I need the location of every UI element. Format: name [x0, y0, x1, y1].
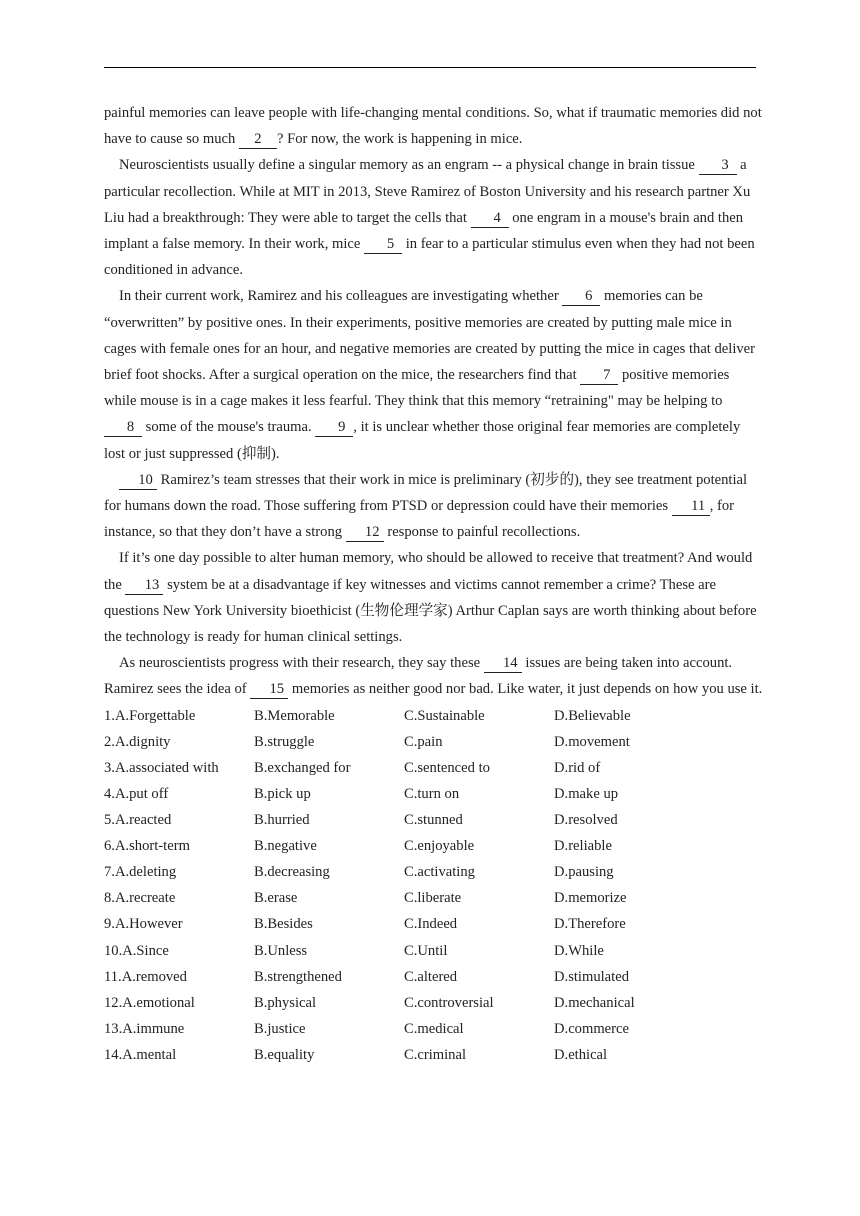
option-c: C.turn on — [404, 785, 460, 802]
option-row — [104, 729, 764, 755]
option-a: 8.A.recreate — [104, 890, 176, 907]
option-a: 11.A.removed — [104, 968, 187, 985]
option-d: D.resolved — [554, 812, 618, 829]
option-b: B.negative — [254, 838, 317, 855]
option-d: D.Believable — [554, 707, 631, 724]
passage-text: memories can be “overwritten” by positive ones. In their experiments, positive memories are created by putting male mice in cages with female ones for an hour, and negative memories are created by putting the mice in cages that deliver brief foot shocks. After a surgical operation on the mice, the researchers find that — [104, 288, 756, 384]
option-a: 4.A.put off — [104, 785, 169, 802]
passage-paragraph — [104, 100, 764, 152]
blank-6: 6 — [562, 288, 600, 306]
blank-3: 3 — [699, 157, 737, 175]
option-c: C.liberate — [404, 890, 462, 907]
option-a: 5.A.reacted — [104, 812, 172, 829]
option-c: C.criminal — [404, 1046, 467, 1063]
blank-2: 2 — [239, 131, 277, 149]
option-row — [104, 703, 764, 729]
blank-15: 15 — [250, 681, 288, 699]
option-b: B.Besides — [254, 916, 313, 933]
option-row — [104, 859, 764, 885]
option-b: B.physical — [254, 994, 317, 1011]
option-c: C.activating — [404, 864, 475, 881]
option-row — [104, 781, 764, 807]
option-b: B.hurried — [254, 812, 310, 829]
answer-options — [104, 703, 764, 1068]
passage-text: Ramirez’s team stresses that their work in mice is preliminary (初步的), they see treatment potential for humans down the road. Those suffering from PTSD or depression could have their memories — [104, 471, 748, 515]
passage-text: If it’s one day possible to alter human memory, who should be allowed to receive that treatment? And would the — [104, 550, 753, 593]
document-body — [104, 100, 764, 1068]
passage-text: memories as neither good nor bad. Like water, it just depends on how you use it. — [288, 681, 763, 698]
passage-text: a particular recollection. While at MIT in 2013, Steve Ramirez of Boston University and his research partner Xu Liu had a breakthrough: They were able to target the cells that — [104, 157, 751, 226]
option-row — [104, 911, 764, 937]
option-d: D.movement — [554, 733, 630, 750]
option-row — [104, 755, 764, 781]
option-b: B.pick up — [254, 785, 311, 802]
option-b: B.Memorable — [254, 707, 335, 724]
option-a: 3.A.associated with — [104, 759, 219, 776]
passage-text: Neuroscientists usually define a singular memory as an engram -- a physical change in brain tissue — [119, 157, 699, 174]
option-row — [104, 938, 764, 964]
option-d: D.Therefore — [554, 916, 626, 933]
option-d: D.make up — [554, 785, 619, 802]
option-d: D.While — [554, 942, 604, 959]
option-b: B.justice — [254, 1020, 306, 1037]
option-c: C.pain — [404, 733, 443, 750]
option-a: 13.A.immune — [104, 1020, 185, 1037]
option-c: C.sentenced to — [404, 759, 490, 776]
passage-text: issues are being taken into account. Ramirez sees the idea of — [104, 655, 733, 698]
option-d: D.memorize — [554, 890, 627, 907]
passage-text: In their current work, Ramirez and his colleagues are investigating whether — [119, 288, 563, 305]
option-b: B.strengthened — [254, 968, 342, 985]
passage-text: some of the mouse's trauma. — [142, 419, 316, 436]
option-a: 7.A.deleting — [104, 864, 177, 881]
blank-5: 5 — [364, 236, 402, 254]
blank-9: 9 — [315, 419, 353, 437]
blank-7: 7 — [580, 367, 618, 385]
option-c: C.enjoyable — [404, 838, 475, 855]
option-a: 6.A.short-term — [104, 838, 190, 855]
option-b: B.decreasing — [254, 864, 330, 881]
blank-4: 4 — [471, 210, 509, 228]
option-c: C.medical — [404, 1020, 464, 1037]
passage-text: system be at a disadvantage if key witnesses and victims cannot remember a crime? These are questions New York University bioethicist (生物伦理学家) Arthur Caplan says are worth thinking about before the technology is ready for human clinical settings. — [104, 576, 757, 646]
passage-paragraph — [104, 152, 764, 283]
option-c: C.altered — [404, 968, 458, 985]
option-row — [104, 1042, 764, 1068]
passage-paragraph — [104, 283, 764, 466]
option-row — [104, 964, 764, 990]
passage-paragraph — [104, 650, 764, 702]
option-c: C.Sustainable — [404, 707, 485, 724]
option-d: D.commerce — [554, 1020, 629, 1037]
passage-text: painful memories can leave people with life-changing mental conditions. So, what if traumatic memories did not have to cause so much — [104, 105, 762, 148]
option-d: D.rid of — [554, 759, 601, 776]
option-row — [104, 885, 764, 911]
option-a: 1.A.Forgettable — [104, 707, 196, 724]
option-b: B.equality — [254, 1046, 315, 1063]
option-a: 9.A.However — [104, 916, 183, 933]
option-d: D.mechanical — [554, 994, 635, 1011]
passage-text: , for instance, so that they don’t have a strong — [104, 498, 735, 541]
option-c: C.Until — [404, 942, 448, 959]
blank-11: 11 — [672, 498, 710, 516]
option-b: B.erase — [254, 890, 298, 907]
option-d: D.pausing — [554, 864, 614, 881]
blank-14: 14 — [484, 655, 522, 673]
passage-text: one engram in a mouse's brain and then implant a false memory. In their work, mice — [104, 209, 744, 253]
option-d: D.stimulated — [554, 968, 629, 985]
option-row — [104, 833, 764, 859]
option-a: 2.A.dignity — [104, 733, 171, 750]
passage-text: , it is unclear whether those original fear memories are completely lost or just suppressed (抑制). — [104, 419, 741, 462]
option-row — [104, 1016, 764, 1042]
passage-text: positive memories while mouse is in a cage makes it less fearful. They think that this memory “retraining" may be helping to — [104, 367, 730, 410]
option-d: D.reliable — [554, 838, 612, 855]
option-row — [104, 807, 764, 833]
passage-text: in fear to a particular stimulus even when they had not been conditioned in advance. — [104, 236, 755, 279]
option-a: 12.A.emotional — [104, 994, 195, 1011]
passage-paragraph — [104, 467, 764, 546]
option-c: C.Indeed — [404, 916, 458, 933]
option-c: C.stunned — [404, 812, 463, 829]
blank-8: 8 — [104, 419, 142, 437]
blank-10: 10 — [119, 472, 157, 490]
option-a: 14.A.mental — [104, 1046, 177, 1063]
passage-text: As neuroscientists progress with their research, they say these — [119, 655, 484, 672]
option-c: C.controversial — [404, 994, 494, 1011]
option-b: B.Unless — [254, 942, 308, 959]
option-row — [104, 990, 764, 1016]
option-d: D.ethical — [554, 1046, 608, 1063]
option-a: 10.A.Since — [104, 942, 169, 959]
blank-13: 13 — [125, 577, 163, 595]
passage-paragraph — [104, 545, 764, 650]
option-b: B.struggle — [254, 733, 315, 750]
passage-text: response to painful recollections. — [383, 524, 581, 541]
option-b: B.exchanged for — [254, 759, 351, 776]
passage-text: ? For now, the work is happening in mice. — [276, 131, 523, 148]
blank-12: 12 — [346, 524, 384, 542]
header-rule — [104, 67, 756, 68]
